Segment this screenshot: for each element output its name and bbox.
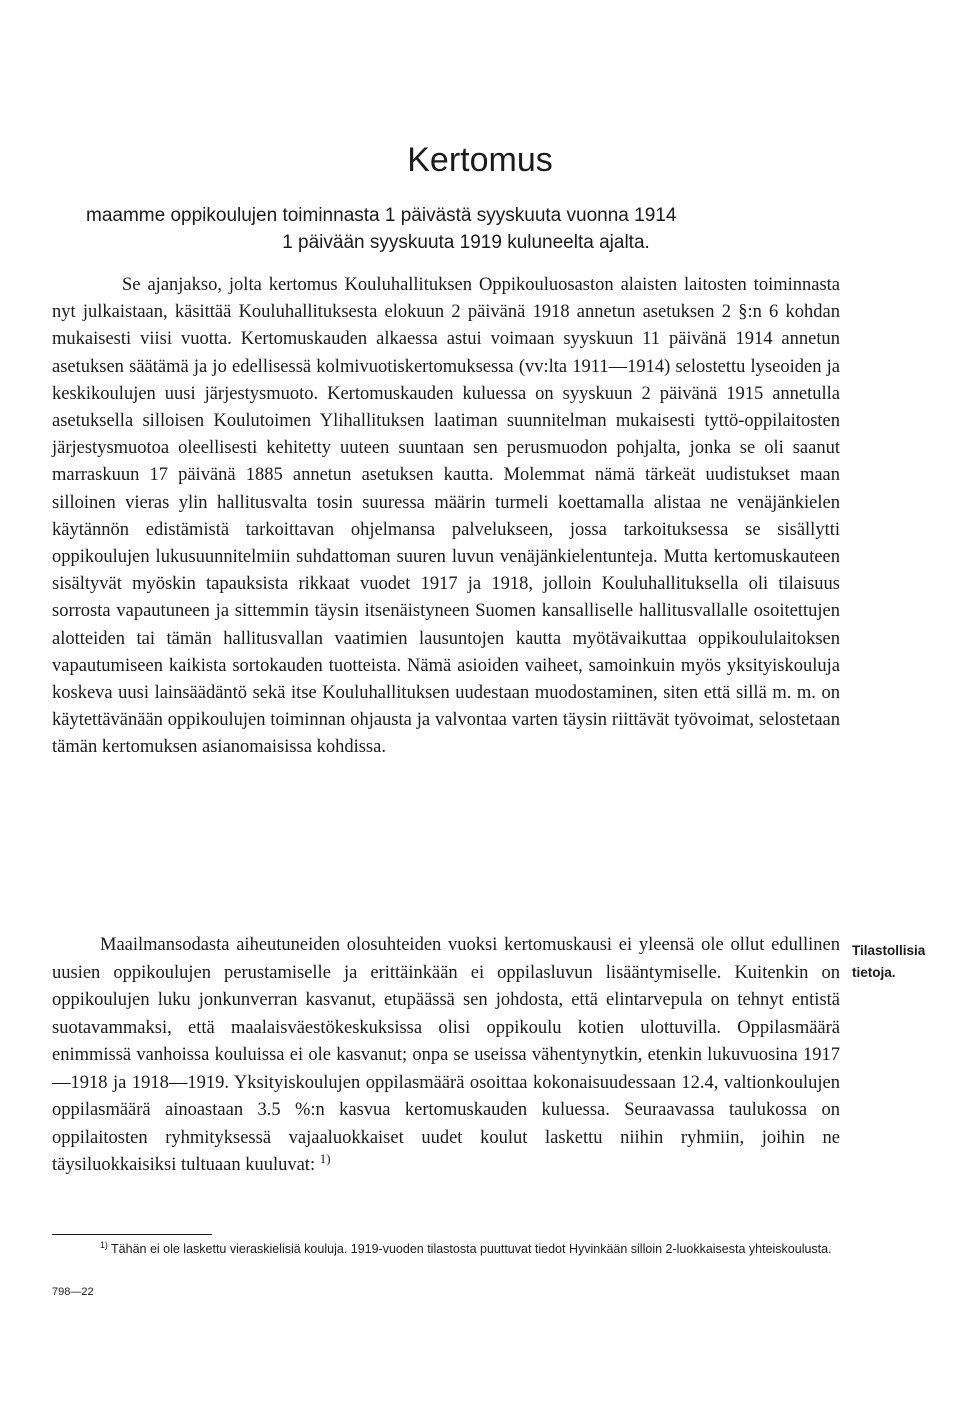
footnote: [52, 1240, 840, 1258]
margin-note: Tilastollisia tietoja.: [852, 943, 926, 980]
footnote-marker: 1): [100, 1239, 108, 1250]
footnote-text: Tähän ei ole laskettu vieraskielisiä kouluja. 1919-vuoden tilastosta puuttuvat tiedot Hyvinkään silloin 2-luokkaisesta yhteiskoulusta.: [111, 1242, 832, 1256]
footnote-divider: [52, 1234, 212, 1235]
subtitle-line-1: maamme oppikoulujen toiminnasta 1 päivästä syyskuuta vuonna 1914: [86, 205, 677, 226]
body-paragraph-2-text: Maailmansodasta aiheutuneiden olosuhteiden vuoksi kertomuskausi ei yleensä ole ollut edullinen uusien oppikoulujen perustamiselle ja erittäinkään ei oppilasluvun lisääntymiselle. Kuitenkin on oppikoulujen luku jonkunverran kasvanut, etupäässä sen johdosta, että elintarvepula on tehnyt entistä suotavammaksi, että maalaisväestökeskuksissa olisi oppikoulu kotien ulottuvilla. Oppilasmäärä enimmissä vanhoissa kouluissa ei ole kasvanut; onpa se useissa vähentynytkin, etenkin lukuvuosina 1917—1918 ja 1918—1919. Yksityiskoulujen oppilasmäärä osoittaa kokonaisuudessaan 12.4, valtionkoulujen oppilasmäärä ainoastaan 3.5 %:n kasvua kertomuskauden kuluessa. Seuraavassa taulukossa on oppilaitosten ryhmityksessä vajaaluokkaiset uudet koulut laskettu niihin ryhmiin, joihin ne täysiluokkaisiksi tultuaan kuuluvat:: [52, 935, 840, 1175]
subtitle-line-2: 1 päivään syyskuuta 1919 kuluneelta ajalta.: [282, 232, 650, 253]
print-code: 798—22: [52, 1286, 94, 1298]
footnote-reference: 1): [319, 1150, 331, 1166]
page-title: Kertomus: [407, 141, 553, 179]
body-paragraph-1: Se ajanjakso, jolta kertomus Kouluhallituksen Oppikouluosaston alaisten laitosten toiminnasta nyt julkaistaan, käsittää Kouluhallituksesta elokuun 2 päivänä 1918 annetun asetuksen 2 §:n 6 kohdan mukaisesti viisi vuotta. Kertomuskauden alkaessa astui voimaan syyskuun 11 päivänä 1914 annetun asetuksen säätämä ja jo edellisessä kolmivuotiskertomuksessa (vv:lta 1911—1914) selostettu lyseoiden ja keskikoulujen uusi järjestysmuoto. Kertomuskauden kuluessa on syyskuun 2 päivänä 1915 annetulla asetuksella silloisen Koulutoimen Ylihallituksen laatiman suunnitelman mukaisesti tyttö-oppilaitosten järjestysmuotoa oleellisesti kehitetty uuteen suuntaan sen perusmuodon pohjalta, jonka se oli saanut marraskuun 17 päivänä 1885 annetun asetuksen kautta. Molemmat nämä tärkeät uudistukset maan silloinen vieras ylin hallitusvalta tosin suuressa määrin turmeli koettamalla alistaa ne venäjänkielen käytännön edistämistä tarkoittavan ohjelmansa palvelukseen, jossa tarkoituksessa se sisällytti oppikoulujen lukusuunnitelmiin suhdattoman suuren luvun venäjänkielentunteja. Mutta kertomuskauteen sisältyvät myöskin tapauksista rikkaat vuodet 1917 ja 1918, jolloin Kouluhallituksella oli tilaisuus sorrosta vapautuneen ja sittemmin täysin itsenäistyneen Suomen kansalliselle hallitusvallalle osoitettujen alotteiden tai tämän hallitusvallan vaatimien lausuntojen kautta myötävaikuttaa oppikoululaitoksen vapautumiseen kaikista sortokauden tuotteista. Nämä asioiden vaiheet, samoinkuin myös yksityiskouluja koskeva uusi lainsäädäntö sekä itse Kouluhallituksen uudestaan muodostaminen, siten että sillä m. m. on käytettävänään oppikoulujen toiminnan ohjausta ja valvontaa varten täysin riittävät työvoimat, selostetaan tämän kertomuksen asianomaisissa kohdissa.: [52, 275, 840, 758]
body-paragraph-2: [52, 932, 840, 1180]
page-subtitle: [86, 202, 846, 256]
